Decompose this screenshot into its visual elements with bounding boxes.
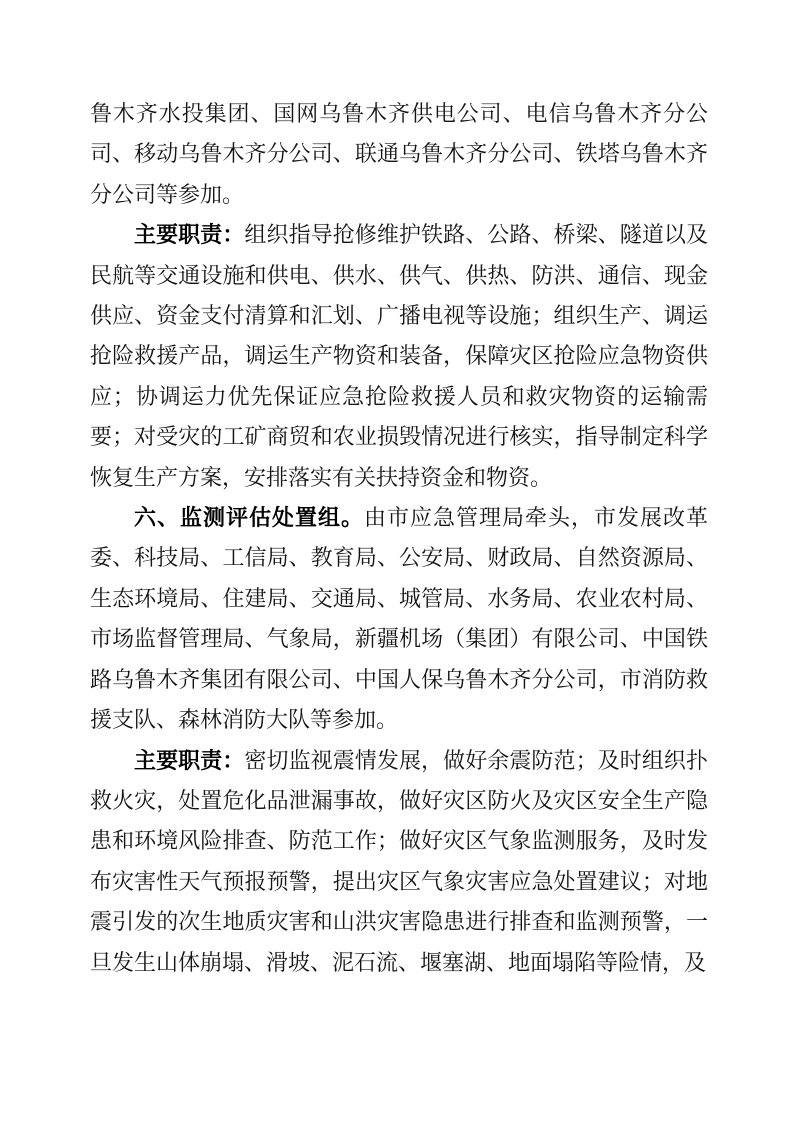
paragraph-text: 组织指导抢修维护铁路、公路、桥梁、隧道以及民航等交通设施和供电、供水、供气、供热、防洪、通信、现金供应、资金支付清算和汇划、广播电视等设施；组织生产、调运抢险救援产品，调运生产物资和装备，保障灾区抢险应急物资供应；协调运力优先保证应急抢险救援人员和救灾物资的运输需要；对受灾的工矿商贸和农业损毁情况进行核实，指导制定科学恢复生产方案，安排落实有关扶持资金和物资。 [90,222,708,490]
paragraph-text: 密切监视震情发展，做好余震防范；及时组织扑救火灾，处置危化品泄漏事故，做好灾区防火及灾区安全生产隐患和环境风险排查、防范工作；做好灾区气象监测服务，及时发布灾害性天气预报预警，提出灾区气象灾害应急处置建议；对地震引发的次生地质灾害和山洪灾害隐患进行排查和监测预警，一旦发生山体崩塌、滑坡、泥石流、堰塞湖、地面塌陷等险情，及 [90,747,708,975]
paragraph-text: 由市应急管理局牵头，市发展改革委、科技局、工信局、教育局、公安局、财政局、自然资源局、生态环境局、住建局、交通局、城管局、水务局、农业农村局、市场监督管理局、气象局，新疆机场（集团）有限公司、中国铁路乌鲁木齐集团有限公司、中国人保乌鲁木齐分公司，市消防救援支队、森林消防大队等参加。 [90,505,708,733]
paragraph [90,94,708,215]
paragraph [90,741,708,983]
paragraph [90,215,708,498]
paragraph-text: 鲁木齐水投集团、国网乌鲁木齐供电公司、电信乌鲁木齐分公司、移动乌鲁木齐分公司、联通乌鲁木齐分公司、铁塔乌鲁木齐分公司等参加。 [90,101,708,207]
paragraph-lead: 六、监测评估处置组。 [134,505,364,531]
document-text-block [90,94,708,983]
paragraph-lead: 主要职责： [134,747,245,773]
paragraph [90,498,708,740]
paragraph-lead: 主要职责： [134,222,245,248]
